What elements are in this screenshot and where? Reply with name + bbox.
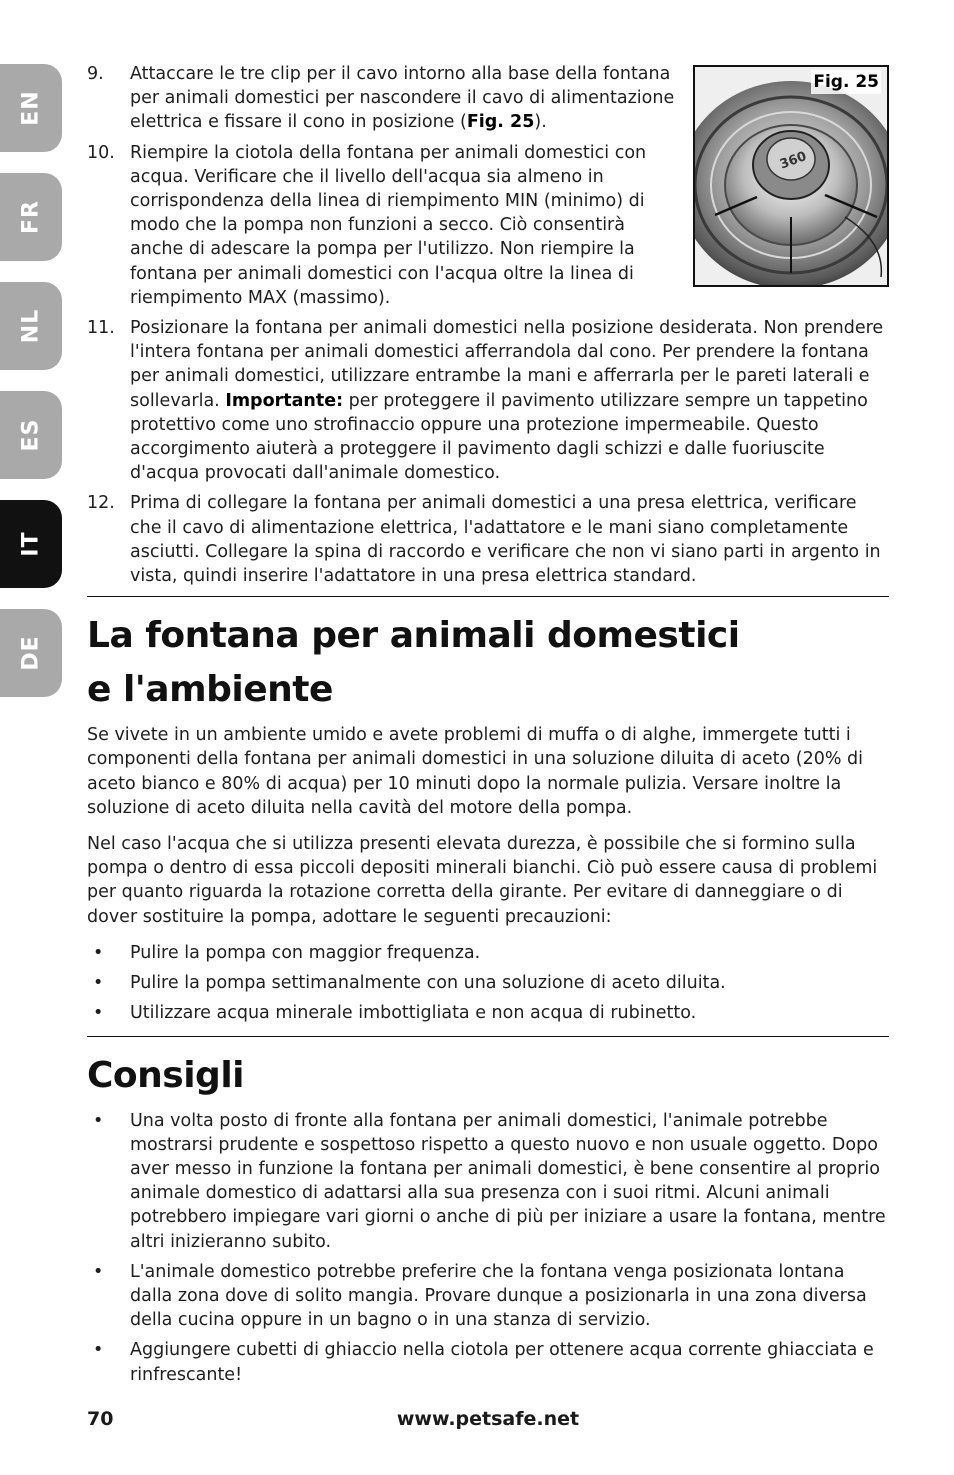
- figure-label: Fig. 25: [811, 70, 881, 94]
- section-divider: [87, 1036, 889, 1037]
- step-item: [87, 141, 889, 310]
- bullet-icon: •: [93, 1003, 104, 1024]
- tab-label: FR: [18, 200, 44, 234]
- bullet-icon: •: [93, 973, 104, 994]
- paragraph: Se vivete in un ambiente umido e avete problemi di muffa o di alghe, immergete tutti i componenti della fontana per animali domestici in una soluzione diluita di aceto (20% di aceto bianco e 80% di acqua) per 10 minuti dopo la normale pulizia. Versare inoltre la soluzione di aceto diluita nella cavità del motore della pompa.: [87, 725, 864, 818]
- step-text: Riempire la ciotola della fontana per animali domestici con acqua. Verificare che il livello dell'acqua sia almeno in corrispondenza della linea di riempimento MIN (minimo) di modo che la pompa non funzioni a secco. Ciò consentirà anche di adescare la pompa per l'utilizzo. Non riempire la fontana per animali domestici con l'acqua oltre la linea di riempimento MAX (massimo).: [130, 142, 647, 308]
- paragraph: Nel caso l'acqua che si utilizza presenti elevata durezza, è possibile che si formino sulla pompa o dentro di essa piccoli depositi minerali bianchi. Ciò può essere causa di problemi per quanto riguarda la rotazione corretta della girante. Per evitare di danneggiare o di dover sostituire la pompa, adottare le seguenti precauzioni:: [87, 834, 878, 927]
- logo-text: 360: [778, 149, 809, 173]
- tab-label: ES: [18, 418, 44, 452]
- step-text: Prima di collegare la fontana per animali domestici a una presa elettrica, verificare che il cavo di alimentazione elettrica, l'adattatore e le mani siano completamente asciutti. Collegare la spina di raccordo e verificare che non vi siano parti in argento in vista, quindi inserire l'adattatore in una presa elettrica standard.: [130, 493, 881, 587]
- list-item: • Pulire la pompa settimanalmente con una soluzione di aceto diluita.: [87, 971, 889, 995]
- step-item: [87, 491, 889, 588]
- step-number: 11.: [87, 318, 115, 339]
- precautions-list: [87, 941, 889, 1026]
- page-number: 70: [87, 1408, 114, 1430]
- list-item: • L'animale domestico potrebbe preferire che la fontana venga posizionata lontana dalla zona dove di solito mangia. Provare dunque a posizionarla in una zona diversa della cucina oppure in un bagno o in una stanza di servizio.: [93, 1261, 867, 1331]
- list-item: • Aggiungere cubetti di ghiaccio nella ciotola per ottenere acqua corrente ghiacciata e rinfrescante!: [93, 1340, 874, 1385]
- tab-label: DE: [18, 635, 44, 671]
- step-item: [87, 62, 889, 135]
- tab-de[interactable]: [0, 609, 62, 697]
- section-title-environment: La fontana per animali domestici e l'ambiente: [87, 615, 740, 711]
- section-title-tips: Consigli: [87, 1054, 244, 1096]
- step-number: 9.: [87, 64, 104, 84]
- bullet-icon: •: [93, 1261, 104, 1282]
- bullet-icon: •: [93, 942, 104, 963]
- page-footer: [87, 1408, 889, 1438]
- page-content: [87, 62, 889, 1397]
- instruction-steps: [87, 62, 889, 588]
- step-item: [87, 316, 889, 485]
- section-divider: [87, 596, 889, 597]
- tab-it[interactable]: [0, 500, 62, 588]
- tab-es[interactable]: [0, 391, 62, 479]
- bullet-icon: •: [93, 1340, 104, 1361]
- tab-label: EN: [18, 90, 44, 126]
- tab-label: NL: [18, 308, 44, 344]
- step-number: 12.: [87, 493, 115, 514]
- step-text: Posizionare la fontana per animali domestici nella posizione desiderata. Non prendere l'intera fontana per animali domestici afferrandola dal cono. Per prendere la fontana per animali domestici, utilizzare entrambe la mani e afferrarla per le pareti laterali e sollevarla. Importante: per proteggere il pavimento utilizzare sempre un tappetino protettivo come uno strofinaccio oppure una protezione impermeabile. Questo accorgimento aiuterà a proteggere il pavimento dagli schizzi e dalle fuoriuscite d'acqua provocati dall'animale domestico.: [130, 318, 884, 484]
- tab-nl[interactable]: [0, 282, 62, 370]
- bullet-icon: •: [93, 1110, 104, 1131]
- tab-en[interactable]: [0, 64, 62, 152]
- step-text: Attaccare le tre clip per il cavo intorno alla base della fontana per animali domestici per nascondere il cavo di alimentazione elettrica e fissare il cono in posizione (Fig. 25).: [130, 64, 675, 133]
- list-item: • Utilizzare acqua minerale imbottigliata e non acqua di rubinetto.: [87, 1001, 889, 1025]
- website-link[interactable]: www.petsafe.net: [396, 1408, 580, 1430]
- tab-label: IT: [18, 531, 44, 557]
- list-item: • Pulire la pompa con maggior frequenza.: [87, 941, 889, 965]
- tab-fr[interactable]: [0, 173, 62, 261]
- list-item: • Una volta posto di fronte alla fontana per animali domestici, l'animale potrebbe mostrarsi prudente e sospettoso rispetto a questo nuovo e non usuale oggetto. Dopo aver messo in funzione la fontana per animali domestici, è bene consentire al proprio animale domestico di adattarsi alla sua presenza con i suoi ritmi. Alcuni animali potrebbero impiegare vari giorni o anche di più per iniziare a usare la fontana, mentre altri inizieranno subito.: [93, 1110, 886, 1252]
- step-number: 10.: [87, 142, 115, 163]
- tips-list: [87, 1109, 889, 1387]
